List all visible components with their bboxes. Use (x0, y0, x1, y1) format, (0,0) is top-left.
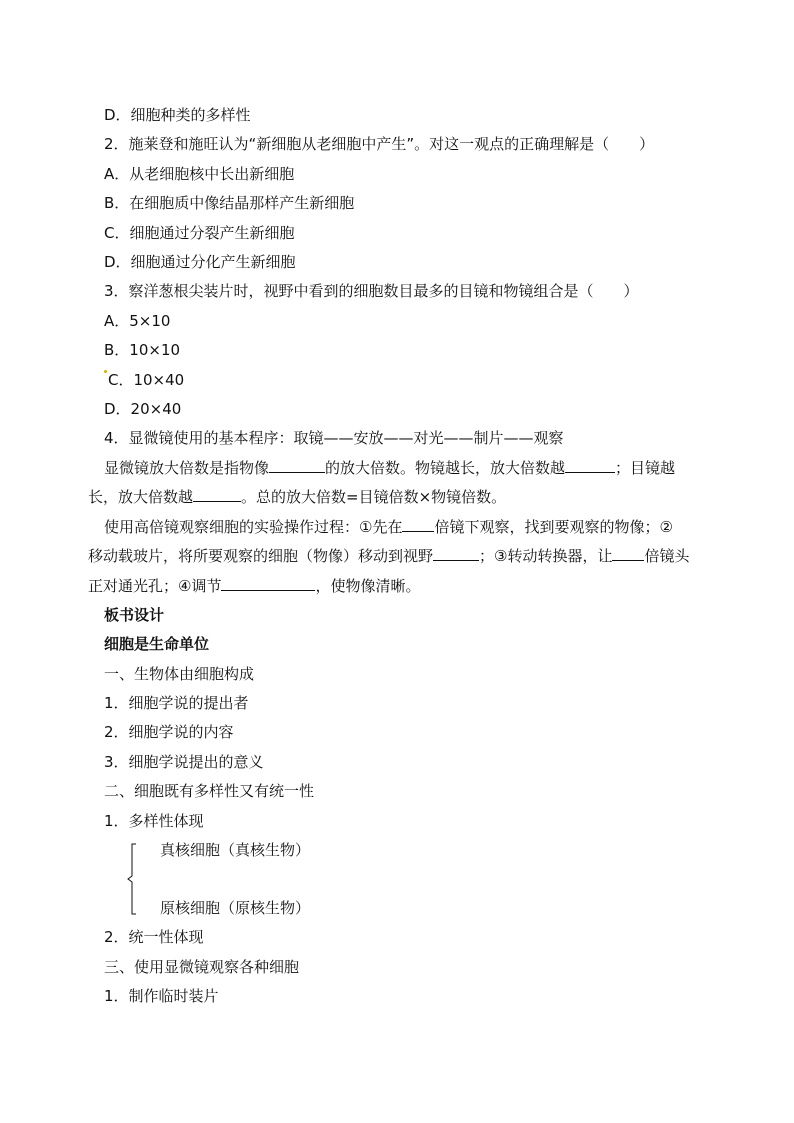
q2-stem: 2．施莱登和施旺认为“新细胞从老细胞中产生”。对这一观点的正确理解是（ ） (104, 135, 655, 153)
q3-option-d: D．20×40 (104, 400, 182, 418)
q4-para1-line2: 长，放大倍数越 。总的放大倍数=目镜倍数×物镜倍数。 (88, 488, 507, 506)
q3-option-b: B．10×10 (104, 341, 181, 359)
answer-blank[interactable] (433, 546, 479, 561)
board-title: 细胞是生命单位 (104, 635, 210, 653)
answer-blank[interactable] (193, 487, 241, 502)
brace-icon (124, 843, 138, 915)
section-1-item-1: 1．细胞学说的提出者 (104, 694, 249, 712)
answer-blank[interactable] (269, 458, 325, 473)
section-2-item-2: 2．统一性体现 (104, 928, 204, 946)
q4-para1-line1: 显微镜放大倍数是指物像 的放大倍数。物镜越长，放大倍数越 ；目镜越 (104, 459, 676, 477)
section-2-heading: 二、细胞既有多样性又有统一性 (104, 782, 315, 800)
q3-stem: 3．察洋葱根尖装片时，视野中看到的细胞数目最多的目镜和物镜组合是（ ） (104, 282, 639, 300)
section-1-item-3: 3．细胞学说提出的意义 (104, 753, 264, 771)
section-1-heading: 一、生物体由细胞构成 (104, 665, 255, 683)
section-3-item-1: 1．制作临时装片 (104, 987, 219, 1005)
q4-para2-line3: 正对通光孔；④调节 ，使物像清晰。 (88, 577, 421, 595)
section-2-item-1: 1．多样性体现 (104, 812, 204, 830)
answer-blank[interactable] (402, 517, 434, 532)
answer-blank[interactable] (612, 546, 644, 561)
q1-option-d: D．细胞种类的多样性 (104, 106, 251, 124)
q2-option-a: A．从老细胞核中长出新细胞 (104, 165, 295, 183)
q2-option-c: C．细胞通过分裂产生新细胞 (104, 224, 295, 242)
q4-stem: 4．显微镜使用的基本程序：取镜——安放——对光——制片——观察 (104, 429, 564, 447)
diversity-eukaryote: 真核细胞（真核生物） (160, 841, 311, 859)
q2-option-b: B．在细胞质中像结晶那样产生新细胞 (104, 194, 355, 212)
q2-option-d: D．细胞通过分化产生新细胞 (104, 253, 296, 271)
section-3-heading: 三、使用显微镜观察各种细胞 (104, 958, 300, 976)
q4-para2-line1: 使用高倍镜观察细胞的实验操作过程：①先在 倍镜下观察，找到要观察的物像；② (104, 518, 673, 536)
q3-option-c: C．10×40 (104, 370, 184, 390)
answer-blank[interactable] (221, 576, 315, 591)
diversity-prokaryote: 原核细胞（原核生物） (160, 899, 311, 917)
board-heading: 板书设计 (104, 606, 165, 624)
q4-para2-line2: 移动载玻片，将所要观察的细胞（物像）移动到视野 ；③转动转换器，让 倍镜头 (88, 547, 690, 565)
section-1-item-2: 2．细胞学说的内容 (104, 723, 234, 741)
answer-blank[interactable] (565, 458, 615, 473)
yellow-mark (104, 370, 107, 373)
q3-option-a: A．5×10 (104, 312, 171, 330)
